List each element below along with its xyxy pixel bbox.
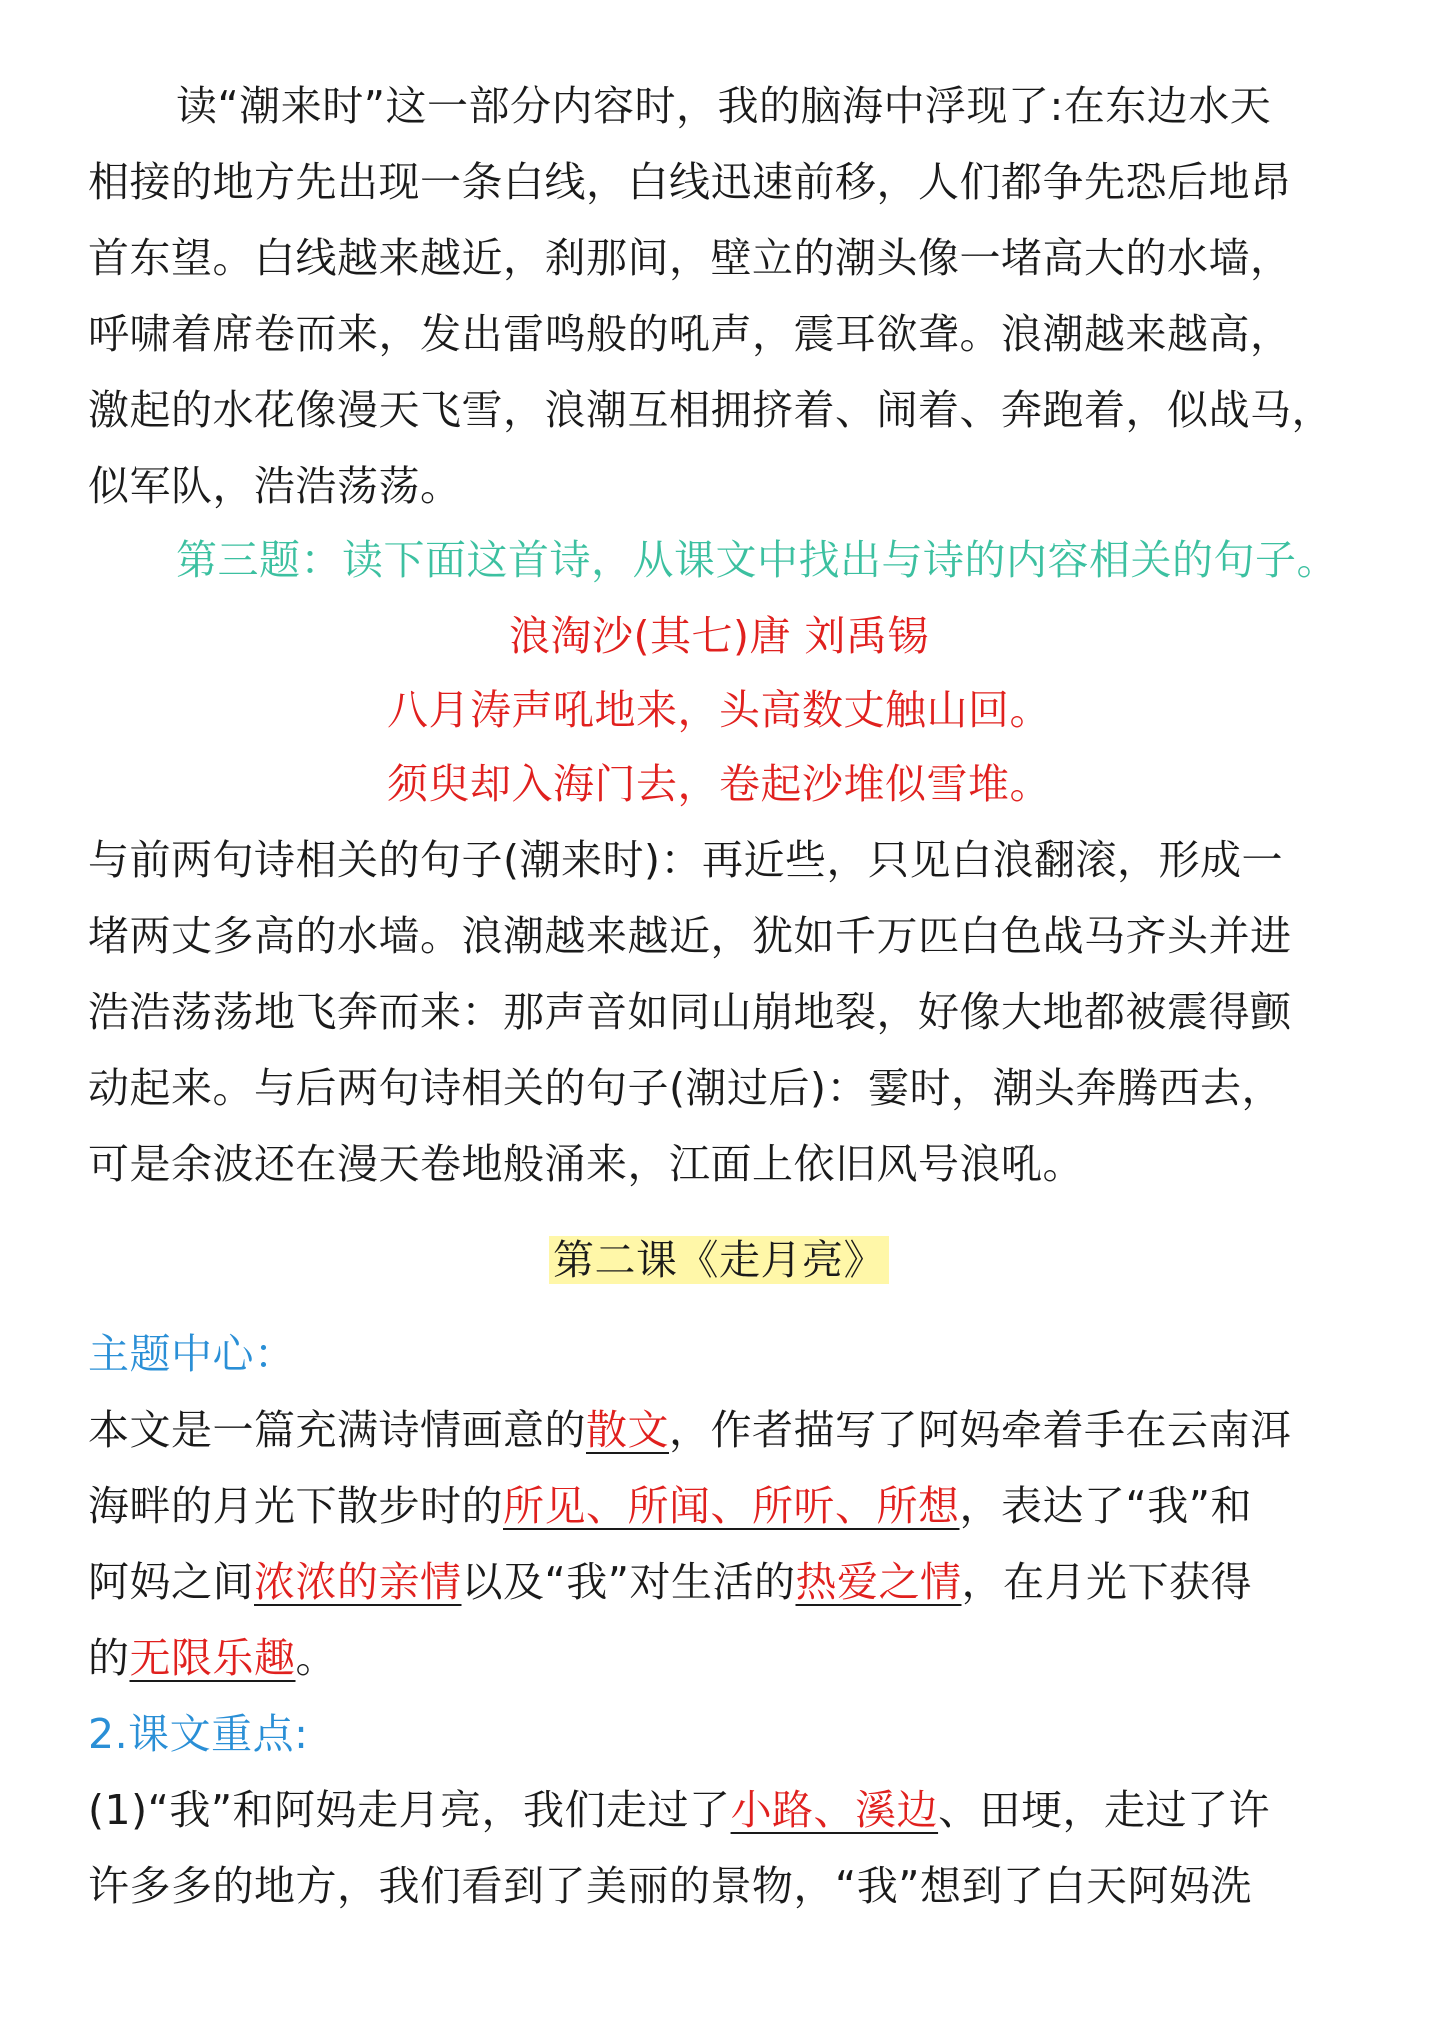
- poem-line: 八月涛声吼地来，头高数丈触山回。: [387, 686, 1051, 734]
- paragraph-line: 呼啸着席卷而来，发出雷鸣般的吼声，震耳欲聋。浪潮越来越高，: [88, 310, 1292, 358]
- paragraph-line: 似军队，浩浩荡荡。: [88, 462, 462, 510]
- highlight-span: 散文: [586, 1406, 669, 1454]
- text-span: ，表达了“我”和: [959, 1482, 1252, 1530]
- text-span: ，作者描写了阿妈牵着手在云南洱: [669, 1406, 1292, 1454]
- paragraph-line: 与前两句诗相关的句子(潮来时)：再近些，只见白浪翻滚，形成一: [88, 836, 1283, 884]
- paragraph-line: 动起来。与后两句诗相关的句子(潮过后)：霎时，潮头奔腾西去，: [88, 1064, 1283, 1112]
- paragraph-line: 许多多的地方，我们看到了美丽的景物，“我”想到了白天阿妈洗: [88, 1862, 1252, 1910]
- text-span: 。: [295, 1634, 337, 1682]
- paragraph-line: 相接的地方先出现一条白线，白线迅速前移，人们都争先恐后地昂: [88, 158, 1292, 206]
- paragraph-line: 读“潮来时”这一部分内容时，我的脑海中浮现了:在东边水天: [176, 82, 1272, 130]
- highlight-span: 无限乐趣: [129, 1634, 296, 1682]
- text-span: 的: [88, 1634, 130, 1682]
- lesson-title-text: 第二课《走月亮》: [549, 1236, 889, 1284]
- paragraph-line: [88, 1392, 1350, 1468]
- text-span: 、田埂，走过了许: [938, 1786, 1271, 1834]
- question-heading: 第三题：读下面这首诗，从课文中找出与诗的内容相关的句子。: [176, 536, 1338, 584]
- highlight-span: 小路、溪边: [730, 1786, 939, 1834]
- poem-title: 浪淘沙(其七)唐 刘禹锡: [508, 612, 930, 660]
- paragraph-line: [88, 1544, 1350, 1620]
- paragraph-line: 激起的水花像漫天飞雪，浪潮互相拥挤着、闹着、奔跑着，似战马，: [88, 386, 1333, 434]
- section-heading: 主题中心：: [88, 1330, 296, 1378]
- highlight-span: 所见、所闻、所听、所想: [503, 1482, 960, 1530]
- text-span: 阿妈之间: [88, 1558, 254, 1606]
- paragraph-line: 首东望。白线越来越近，刹那间，壁立的潮头像一堵高大的水墙，: [88, 234, 1292, 282]
- paragraph-line: 堵两丈多高的水墙。浪潮越来越近，犹如千万匹白色战马齐头并进: [88, 912, 1292, 960]
- text-span: (1)“我”和阿妈走月亮，我们走过了: [88, 1786, 731, 1834]
- highlight-span: 浓浓的亲情: [254, 1558, 462, 1606]
- lesson-title: [0, 1222, 1438, 1298]
- paragraph-line: 可是余波还在漫天卷地般涌来，江面上依旧风号浪吼。: [88, 1140, 1084, 1188]
- text-span: 本文是一篇充满诗情画意的: [88, 1406, 586, 1454]
- paragraph-line: [88, 1468, 1350, 1544]
- text-span: ，在月光下获得: [961, 1558, 1252, 1606]
- section-heading: 2.课文重点:: [88, 1710, 309, 1758]
- text-span: 海畔的月光下散步时的: [88, 1482, 503, 1530]
- paragraph-line: [88, 1620, 1350, 1696]
- poem-line: 须臾却入海门去，卷起沙堆似雪堆。: [387, 760, 1051, 808]
- paragraph-line: 浩浩荡荡地飞奔而来：那声音如同山崩地裂，好像大地都被震得颤: [88, 988, 1292, 1036]
- text-span: 以及“我”对生活的: [461, 1558, 796, 1606]
- paragraph-line: [88, 1772, 1350, 1848]
- highlight-span: 热爱之情: [795, 1558, 962, 1606]
